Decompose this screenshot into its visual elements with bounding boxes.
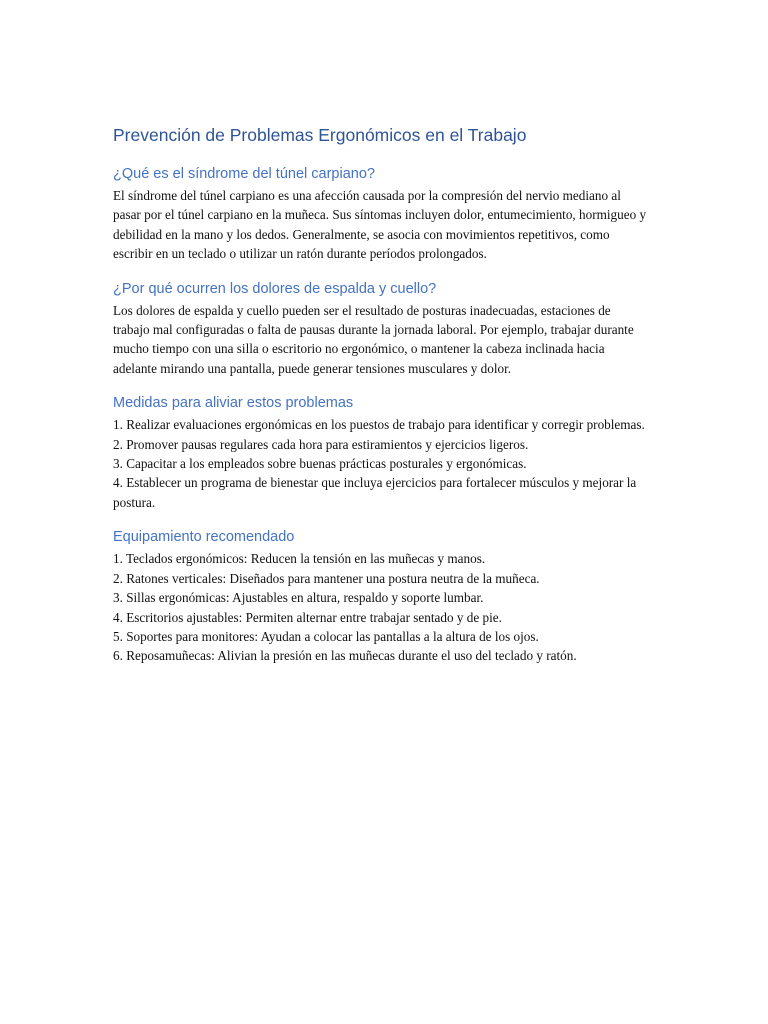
section-heading: Medidas para aliviar estos problemas — [113, 395, 354, 412]
section-heading: ¿Por qué ocurren los dolores de espalda y cuello? — [113, 280, 437, 297]
list-item: 1. Realizar evaluaciones ergonómicas en los puestos de trabajo para identificar y corregir problemas. — [113, 417, 645, 433]
list-item: 4. Escritorios ajustables: Permiten alternar entre trabajar sentado y de pie. — [113, 609, 502, 625]
list-item: 1. Teclados ergonómicos: Reducen la tensión en las muñecas y manos. — [113, 551, 486, 567]
section-heading: Equipamiento recomendado — [113, 529, 295, 546]
section-paragraph: El síndrome del túnel carpiano es una afección causada por la compresión del nervio mediano al pasar por el túnel carpiano en la muñeca. Sus síntomas incluyen dolor, entumecimiento, hormigueo y debilidad en la mano y los dedos. Generalmente, se asocia con movimientos repetitivos, como escribir en un teclado o utilizar un ratón durante períodos prolongados. — [113, 188, 647, 262]
section-heading: ¿Qué es el síndrome del túnel carpiano? — [113, 166, 375, 182]
measures-list — [113, 415, 648, 512]
document-page — [113, 122, 648, 681]
section-paragraph: Los dolores de espalda y cuello pueden ser el resultado de posturas inadecuadas, estaciones de trabajo mal configuradas o falta de pausas durante la jornada laboral. Por ejemplo, trabajar durante mucho tiempo con una silla o escritorio no ergonómico, o mantener la cabeza inclinada hacia adelante mirando una pantalla, puede generar tensiones musculares y dolor. — [113, 302, 634, 376]
list-item: 2. Ratones verticales: Diseñados para mantener una postura neutra de la muñeca. — [113, 570, 540, 586]
section-recommended-equipment — [113, 527, 648, 665]
list-item: 3. Capacitar a los empleados sobre buenas prácticas posturales y ergonómicas. — [113, 456, 527, 472]
list-item: 6. Reposamuñecas: Alivian la presión en las muñecas durante el uso del teclado y ratón. — [113, 648, 577, 664]
list-item: 3. Sillas ergonómicas: Ajustables en altura, respaldo y soporte lumbar. — [113, 590, 484, 606]
section-carpal-tunnel — [113, 164, 648, 264]
equipment-list — [113, 549, 648, 665]
list-item: 2. Promover pausas regulares cada hora para estiramientos y ejercicios ligeros. — [113, 436, 529, 452]
document-title: Prevención de Problemas Ergonómicos en el Trabajo — [113, 125, 527, 145]
list-item: 5. Soportes para monitores: Ayudan a colocar las pantallas a la altura de los ojos. — [113, 628, 539, 644]
section-relief-measures — [113, 393, 648, 512]
section-back-neck-pain — [113, 279, 648, 379]
list-item: 4. Establecer un programa de bienestar que incluya ejercicios para fortalecer músculos y mejorar la postura. — [113, 475, 637, 510]
